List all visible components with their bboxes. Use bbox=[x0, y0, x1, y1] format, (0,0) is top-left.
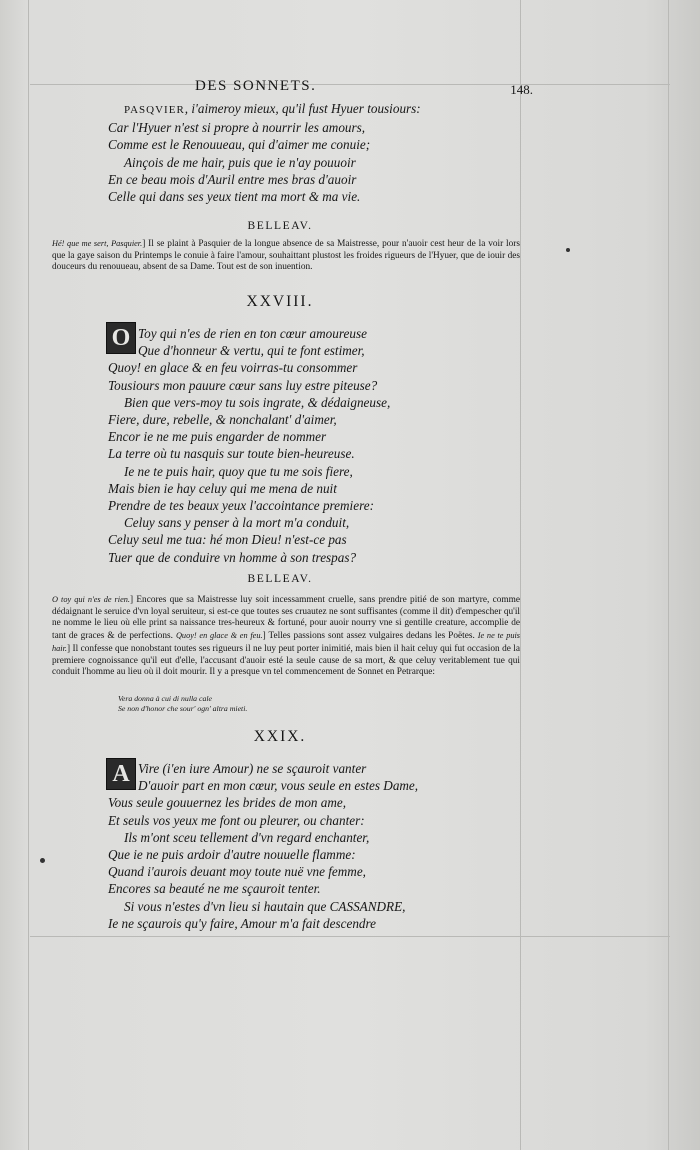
commentary-lemma: Hé! que me sert, Pasquier. bbox=[52, 239, 143, 248]
verse-line: Que ie ne puis ardoir d'autre nouuelle flamme: bbox=[108, 847, 356, 862]
verse-line: Ie ne sçaurois qu'y faire, Amour m'a fait descendre bbox=[108, 915, 376, 931]
verse-line: En ce beau mois d'Auril entre mes bras d'auoir bbox=[108, 171, 357, 187]
verse-line: Si vous n'estes d'vn lieu si hautain que CASSANDRE, bbox=[124, 898, 406, 914]
verse-line: Que d'honneur & vertu, qui te font estimer, bbox=[138, 343, 365, 359]
verse-line: La terre où tu nasquis sur toute bien-heureuse. bbox=[108, 446, 355, 462]
sonnet-29-lines-1-2 bbox=[138, 760, 418, 794]
verse-line: Fiere, dure, rebelle, & nonchalant' d'aimer, bbox=[108, 412, 337, 427]
running-title: DES SONNETS. bbox=[195, 78, 317, 94]
verse-line: Quand i'aurois deuant moy toute nuë vne femme, bbox=[108, 864, 366, 880]
verse-line: Celuy seul me tua: hé mon Dieu! n'est-ce pas bbox=[108, 532, 347, 548]
sonnet-29-body bbox=[108, 794, 405, 932]
ink-blot bbox=[566, 248, 570, 252]
guide-rule bbox=[30, 84, 670, 85]
verse-line: Mais bien ie hay celuy qui me mena de nuit bbox=[108, 480, 337, 496]
verse-line: Encores sa beauté ne me sçauroit tenter. bbox=[108, 881, 321, 897]
verse-line: Celle qui dans ses yeux tient ma mort & ma vie. bbox=[108, 189, 361, 205]
verse-line: Ainçois de me hair, puis que ie n'ay pouuoir bbox=[124, 154, 356, 170]
drop-capital: O bbox=[106, 322, 136, 354]
ink-blot bbox=[40, 858, 45, 863]
verse-line: Tousiours mon pauure cœur sans luy estre piteuse? bbox=[108, 377, 378, 393]
sonnet-number: XXVIII. bbox=[246, 293, 314, 310]
drop-capital: A bbox=[106, 758, 136, 790]
commentary-text: ] Encores que sa Maistresse luy soit incessamment cruelle, sans prendre pitié de son martyre, comme dédaignant le seruice d'vn loyal seruiteur, si est-ce que toutes ses cruautez ne sont suffisantes (comme il dit) d'empescher qu'il ne nomme le lieu où elle print sa naissance tres-heureux & fortuné, pour auoir nourry vne si gentille creature, accomplie de tant de graces & de perfections. bbox=[52, 595, 520, 642]
verse-line: D'auoir part en mon cœur, vous seule en estes Dame, bbox=[138, 778, 419, 794]
verse-line: PASQVIER, i'aimeroy mieux, qu'il fust Hyuer tousiours: bbox=[124, 101, 421, 116]
commentary-lemma: O toy qui n'es de rien. bbox=[52, 595, 130, 604]
verse-line: Bien que vers-moy tu sois ingrate, & dédaigneuse, bbox=[124, 394, 391, 410]
quote-line: Vera donna à cui di nulla cale bbox=[118, 694, 212, 703]
verse-line: Quoy! en glace & en feu voirras-tu consommer bbox=[108, 360, 358, 376]
verse-line: Toy qui n'es de rien en ton cœur amoureuse bbox=[138, 326, 367, 341]
verse-line: Tuer que de conduire vn homme à son trespas? bbox=[108, 549, 357, 565]
verse-line: Vire (i'en iure Amour) ne se sçauroit vanter bbox=[138, 761, 367, 776]
verse-line: Car l'Hyuer n'est si propre à nourrir les amours, bbox=[108, 120, 366, 136]
verse-line: Ils m'ont sceu tellement d'vn regard enchanter, bbox=[124, 829, 370, 845]
sonnet-number: XXIX. bbox=[253, 728, 307, 745]
sonnet-28-body bbox=[108, 359, 390, 565]
commentary-lemma: Quoy! en glace & en feu. bbox=[175, 631, 263, 641]
sonnet-28-lines-1-2 bbox=[138, 325, 367, 359]
verse-line: Vous seule gouuernez les brides de mon ame, bbox=[108, 795, 347, 811]
verse-line: Encor ie ne me puis engarder de nommer bbox=[108, 429, 327, 445]
commentary-text: ] Il confesse que nonobstant toutes ses rigueurs il ne luy peut porter inimitié, mais bien il hait celuy qui fut occasion de la premiere cognoissance qu'il eut d'elle, l'accusant d'auoir esté la seule cause de sa mort, & que celuy veritablement tue qui conduit l'homme au lieu où il doit mourir. Il y a presque vn tel commencement de Sonnet en Petrarque: bbox=[52, 643, 520, 678]
petrarch-quotation bbox=[118, 694, 247, 714]
commentary-lemma: Ie ne te puis hair. bbox=[52, 631, 521, 653]
commentary-text: ] Il se plaint à Pasquier de la longue absence de sa Maistresse, pour n'auoir cest heur de la voir lors que la gaye saison du Printemps le conuie à faire l'amour, souhaittant plustost les froides rigueurs de l'Hyuer, que de iouir des douceurs du renouueau, absent de sa Dame. Tout est de son inuention. bbox=[52, 239, 520, 273]
verse-line: Et seuls vos yeux me font ou pleurer, ou chanter: bbox=[108, 812, 365, 828]
verse-line: Comme est le Renouueau, qui d'aimer me conuie; bbox=[108, 137, 371, 153]
verse-line: Ie ne te puis hair, quoy que tu me sois fiere, bbox=[124, 463, 353, 479]
commentary-block bbox=[52, 238, 520, 274]
quote-line: Se non d'honor che sour' ogn' altra mieti. bbox=[118, 704, 248, 713]
guide-rule bbox=[30, 936, 670, 937]
commentary-author: BELLEAV. bbox=[247, 573, 313, 585]
page-number: 148. bbox=[510, 82, 533, 97]
guide-rule bbox=[668, 0, 669, 1150]
verse-line: Prendre de tes beaux yeux l'accointance premiere: bbox=[108, 498, 374, 514]
commentary-text: ] Telles passions sont assez vulgaires dedans les Poëtes. bbox=[262, 631, 475, 642]
verse-line: Celuy sans y penser à la mort m'a conduit, bbox=[124, 515, 350, 531]
commentary-author: BELLEAV. bbox=[247, 220, 313, 232]
commentary-block bbox=[52, 594, 520, 679]
previous-sonnet-tail bbox=[108, 100, 421, 205]
name-smallcaps: PASQVIER bbox=[124, 104, 185, 116]
